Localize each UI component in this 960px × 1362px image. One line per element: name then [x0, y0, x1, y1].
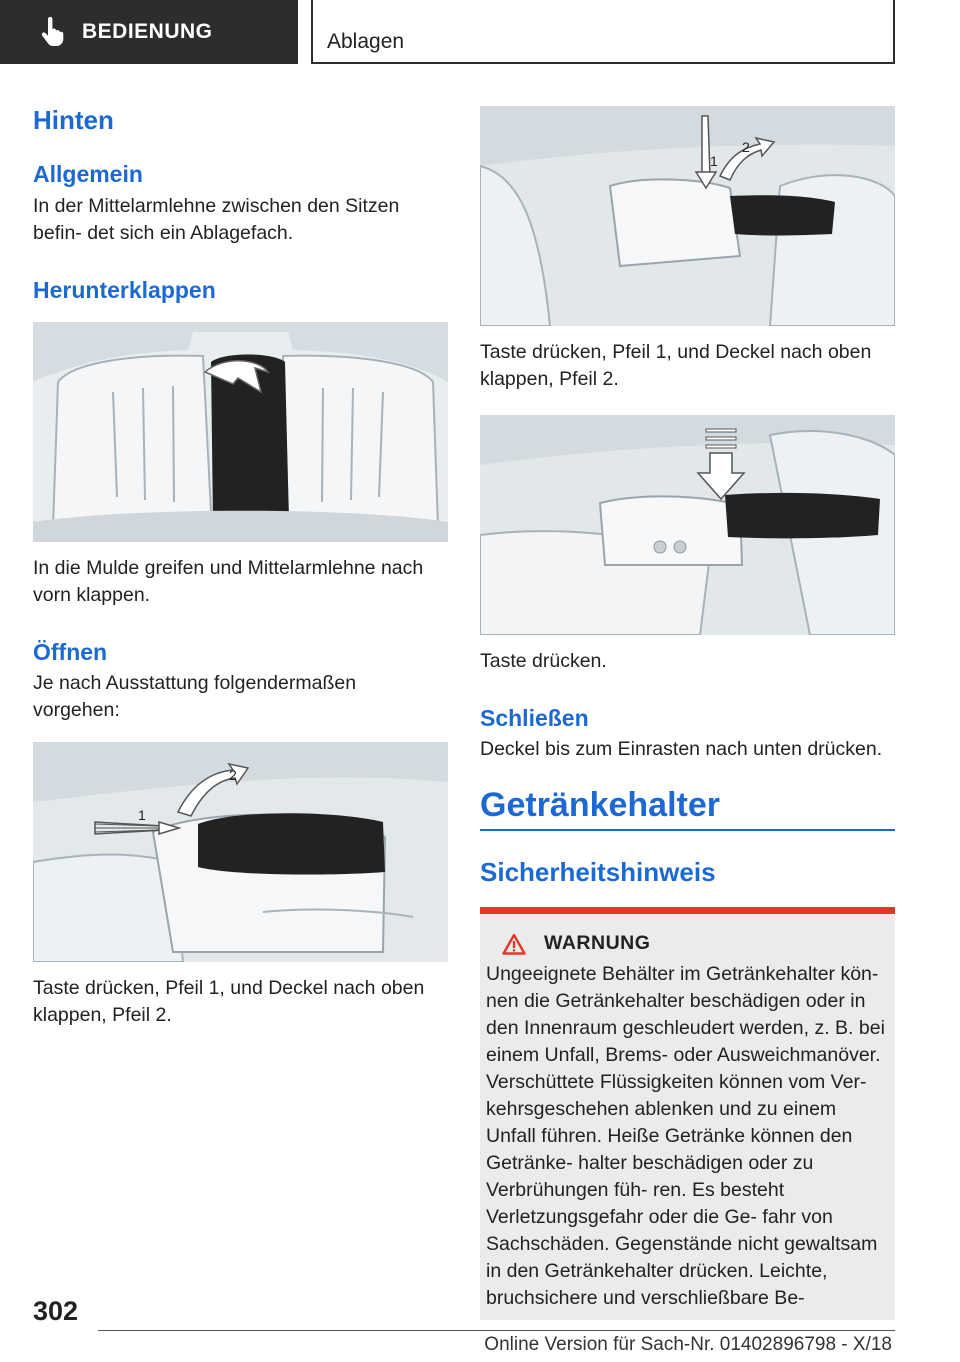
- figure2-label-2: 2: [229, 767, 237, 783]
- left-column: [33, 100, 448, 1029]
- heading-getraenkehalter: Getränkehalter: [480, 786, 720, 824]
- footer-online-version: Online Version für Sach-Nr. 01402896798 - X/18: [484, 1334, 892, 1355]
- section-divider: [480, 829, 895, 831]
- warning-red-bar: [480, 907, 895, 914]
- section-frame: [311, 0, 895, 64]
- figure1-caption: In die Mulde greifen und Mittelarmlehne nach vorn klappen.: [33, 557, 424, 606]
- heading-oeffnen: Öffnen: [33, 639, 108, 665]
- section-title: Ablagen: [327, 30, 405, 53]
- heading-herunterklappen: Herunterklappen: [33, 277, 216, 303]
- hand-pointer-icon: [40, 17, 64, 47]
- page-number: 302: [33, 1296, 79, 1326]
- figure-armrest-open-left: [33, 742, 448, 962]
- figure3-label-2: 2: [742, 139, 750, 155]
- heading-hinten: Hinten: [33, 105, 114, 135]
- figure4-caption: Taste drücken.: [480, 650, 607, 672]
- warning-header: [502, 932, 889, 955]
- footer-rule: [98, 1330, 895, 1331]
- figure3-label-1: 1: [710, 153, 718, 169]
- figure3-caption: Taste drücken, Pfeil 1, und Deckel nach oben klappen, Pfeil 2.: [480, 341, 872, 390]
- figure-armrest-fold-down: [33, 322, 448, 542]
- allgemein-text: In der Mittelarmlehne zwischen den Sitzen befin- det sich ein Ablagefach.: [33, 195, 400, 244]
- chapter-tab: [0, 0, 298, 64]
- heading-sicherheitshinweis: Sicherheitshinweis: [480, 857, 716, 887]
- chapter-title: BEDIENUNG: [82, 20, 213, 43]
- figure2-label-1: 1: [138, 807, 146, 823]
- warning-triangle-icon: [502, 933, 526, 955]
- figure-armrest-press-button: [480, 415, 895, 635]
- heading-allgemein: Allgemein: [33, 161, 143, 187]
- right-column: [480, 106, 895, 1320]
- figure2-caption: Taste drücken, Pfeil 1, und Deckel nach oben klappen, Pfeil 2.: [33, 977, 425, 1026]
- figure-armrest-open-right: [480, 106, 895, 326]
- warning-box: [480, 914, 895, 1320]
- schliessen-text: Deckel bis zum Einrasten nach unten drücken.: [480, 738, 883, 760]
- warning-text: Ungeeignete Behälter im Getränkehalter kön- nen die Getränkehalter beschädigen oder in den Innenraum geschleudert werden, z. B. bei einem Unfall, Brems- oder Ausweichmanöver. Verschüttete Flüssigkeiten können vom Ver- kehrsgeschehen ablenken und zu einem Unfall führen. Heiße Getränke können den Getränke- halter beschädigen oder zu Verbrühungen füh- ren. Es besteht Verletzungsgefahr oder die Ge- fahr von Sachschäden. Gegenstände nicht gewaltsam in den Getränkehalter drücken. Leichte, bruchsichere und verschließbare Be-: [486, 963, 885, 1309]
- oeffnen-text: Je nach Ausstattung folgendermaßen vorgehen:: [33, 672, 357, 721]
- heading-schliessen: Schließen: [480, 705, 589, 731]
- warning-title: WARNUNG: [544, 932, 651, 954]
